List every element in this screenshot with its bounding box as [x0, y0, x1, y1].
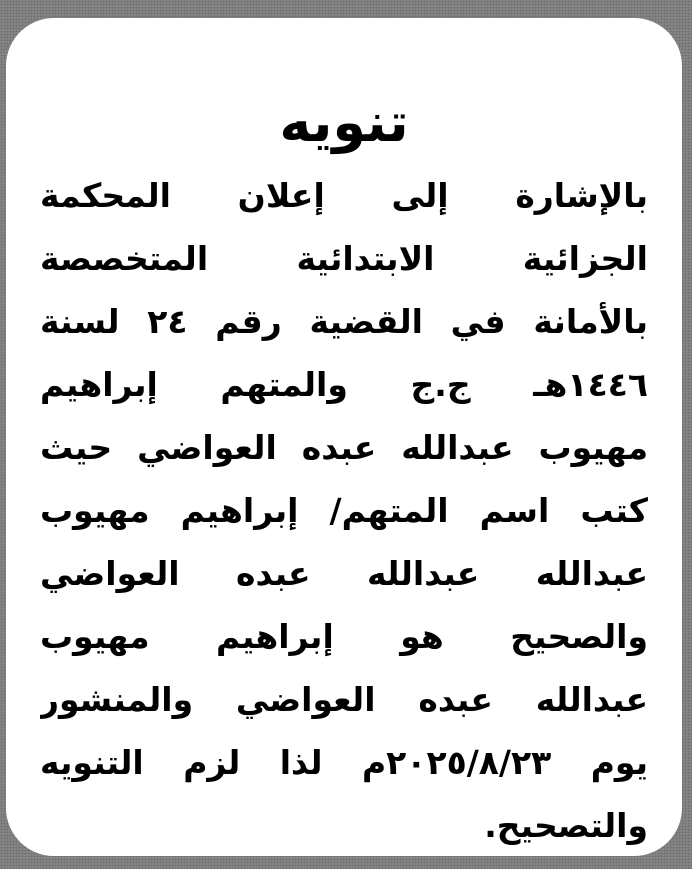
notice-line: يوم ٢٠٢٥/٨/٢٣م لذا لزم التنويه [40, 743, 648, 782]
notice-line: الجزائية الابتدائية المتخصصة [40, 239, 648, 278]
notice-line: ١٤٤٦هـ ج.ج والمتهم إبراهيم [40, 365, 648, 404]
notice-line: بالإشارة إلى إعلان المحكمة [40, 176, 648, 215]
notice-line: والتصحيح. [484, 806, 648, 845]
notice-line: والصحيح هو إبراهيم مهيوب [40, 617, 648, 656]
notice-body [40, 164, 648, 857]
notice-line: مهيوب عبدالله عبده العواضي حيث [40, 428, 648, 467]
notice-line: بالأمانة في القضية رقم ٢٤ لسنة [40, 302, 648, 341]
notice-line: كتب اسم المتهم/ إبراهيم مهيوب [40, 491, 648, 530]
notice-card [6, 18, 682, 856]
notice-title: تنويه [279, 91, 409, 154]
notice-line: عبدالله عبدالله عبده العواضي [40, 554, 648, 593]
notice-line: عبدالله عبده العواضي والمنشور [40, 680, 648, 719]
